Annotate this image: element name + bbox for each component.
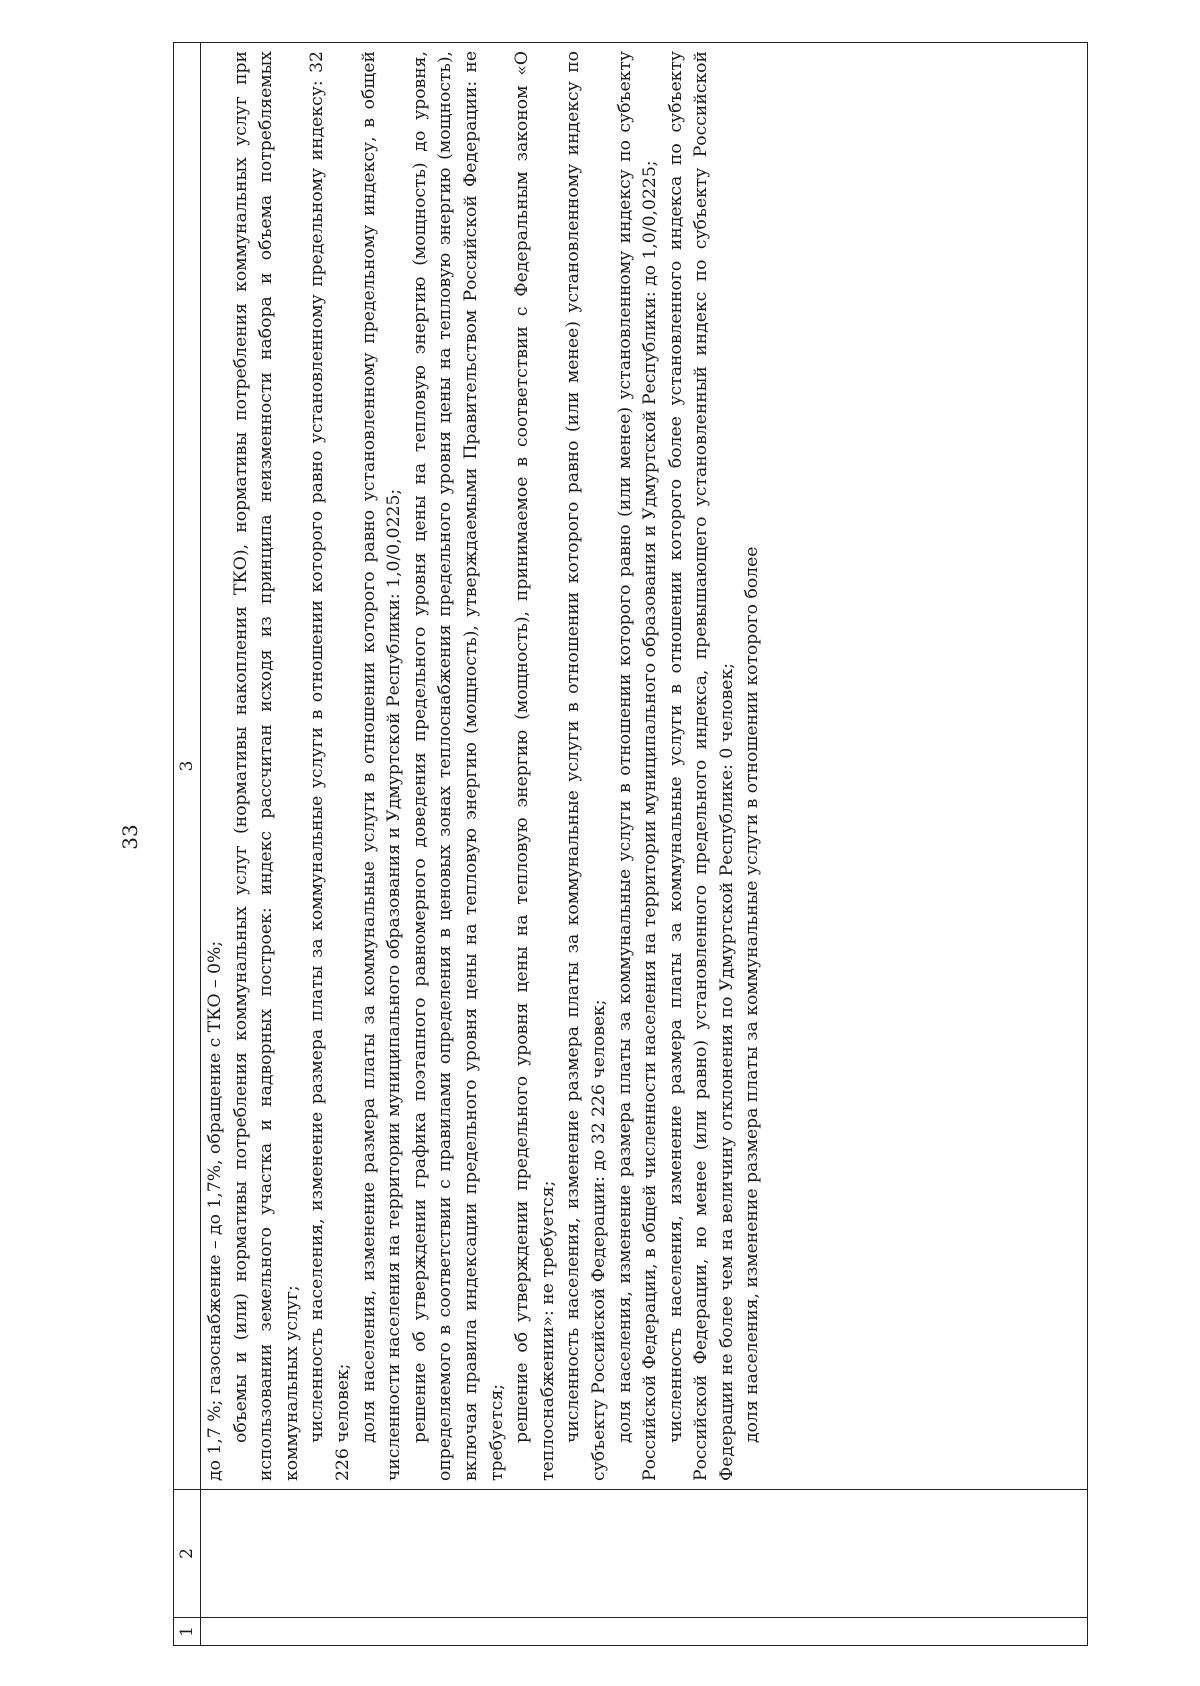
paragraph: решение об утверждении графика поэтапного равномерного доведения предельного уровня цены на тепловую энергию (мощность) до уровня, определяемого в соответствии с правилами определения в ценовых зонах теплоснабжения предельного уровня цены на тепловую энергию (мощность), включая правила индексации предельного уровня цены на тепловую энергию (мощность), утверждаемыми Правительством Российской Федерации: не требуется; (409, 51, 507, 1481)
document-table-container (173, 42, 1088, 1646)
paragraph: объемы и (или) нормативы потребления коммунальных услуг (нормативы накопления ТКО), нормативы потребления коммунальных услуг при использовании земельного участка и надворных построек: индекс рассчитан исходя из принципа неизменности набора и объема потребляемых коммунальных услуг; (230, 51, 302, 1481)
paragraph: до 1,7 %; газоснабжение – до 1,7%, обращение с ТКО – 0%; (205, 940, 225, 1481)
cell-text (201, 43, 766, 1489)
paragraph: численность населения, изменение размера платы за коммунальные услуги в отношении которого более установленного индекса по субъекту Российской Федерации, но менее (или равно) установленного предельного индекса, превышающего установленный индекс по субъекту Российской Федерации не более чем на величину отклонения по Удмуртской Республике: 0 человек; (665, 51, 737, 1481)
cell-col-1 (201, 1618, 1088, 1646)
paragraph: численность населения, изменение размера платы за коммунальные услуги в отношении которого равно (или менее) установленному индексу по субъекту Российской Федерации: до 32 226 человек; (563, 51, 609, 1481)
header-col-3: 3 (174, 43, 201, 1490)
paragraph: доля населения, изменение размера платы за коммунальные услуги в отношении которого равно установленному предельному индексу, в общей численности населения на территории муниципального образования и Удмуртской Республики: 1,0/0,0225; (358, 51, 405, 1481)
table-header-row (174, 43, 201, 1646)
cell-col-2 (201, 1490, 1088, 1618)
table-row (201, 43, 1088, 1646)
cell-col-3 (201, 43, 1088, 1490)
page-number: 33 (118, 824, 142, 850)
paragraph: решение об утверждении предельного уровня цены на тепловую энергию (мощность), принимаемое в соответствии с Федеральным законом «О теплоснабжении»: не требуется; (512, 51, 558, 1481)
header-col-1: 1 (174, 1618, 201, 1646)
header-col-2: 2 (174, 1490, 201, 1618)
paragraph: доля населения, изменение размера платы за коммунальные услуги в отношении которого равно (или менее) установленному индексу по субъекту Российской Федерации, в общей численности населения на территории муниципального образования и Удмуртской Республики: до 1,0/0,0225; (614, 51, 661, 1481)
rotated-table (173, 42, 1088, 1646)
document-table (173, 42, 1088, 1646)
paragraph: численность населения, изменение размера платы за коммунальные услуги в отношении которого равно установленному предельному индексу: 32 226 человек; (307, 51, 353, 1481)
paragraph: доля населения, изменение размера платы за коммунальные услуги в отношении которого более (742, 546, 763, 1443)
